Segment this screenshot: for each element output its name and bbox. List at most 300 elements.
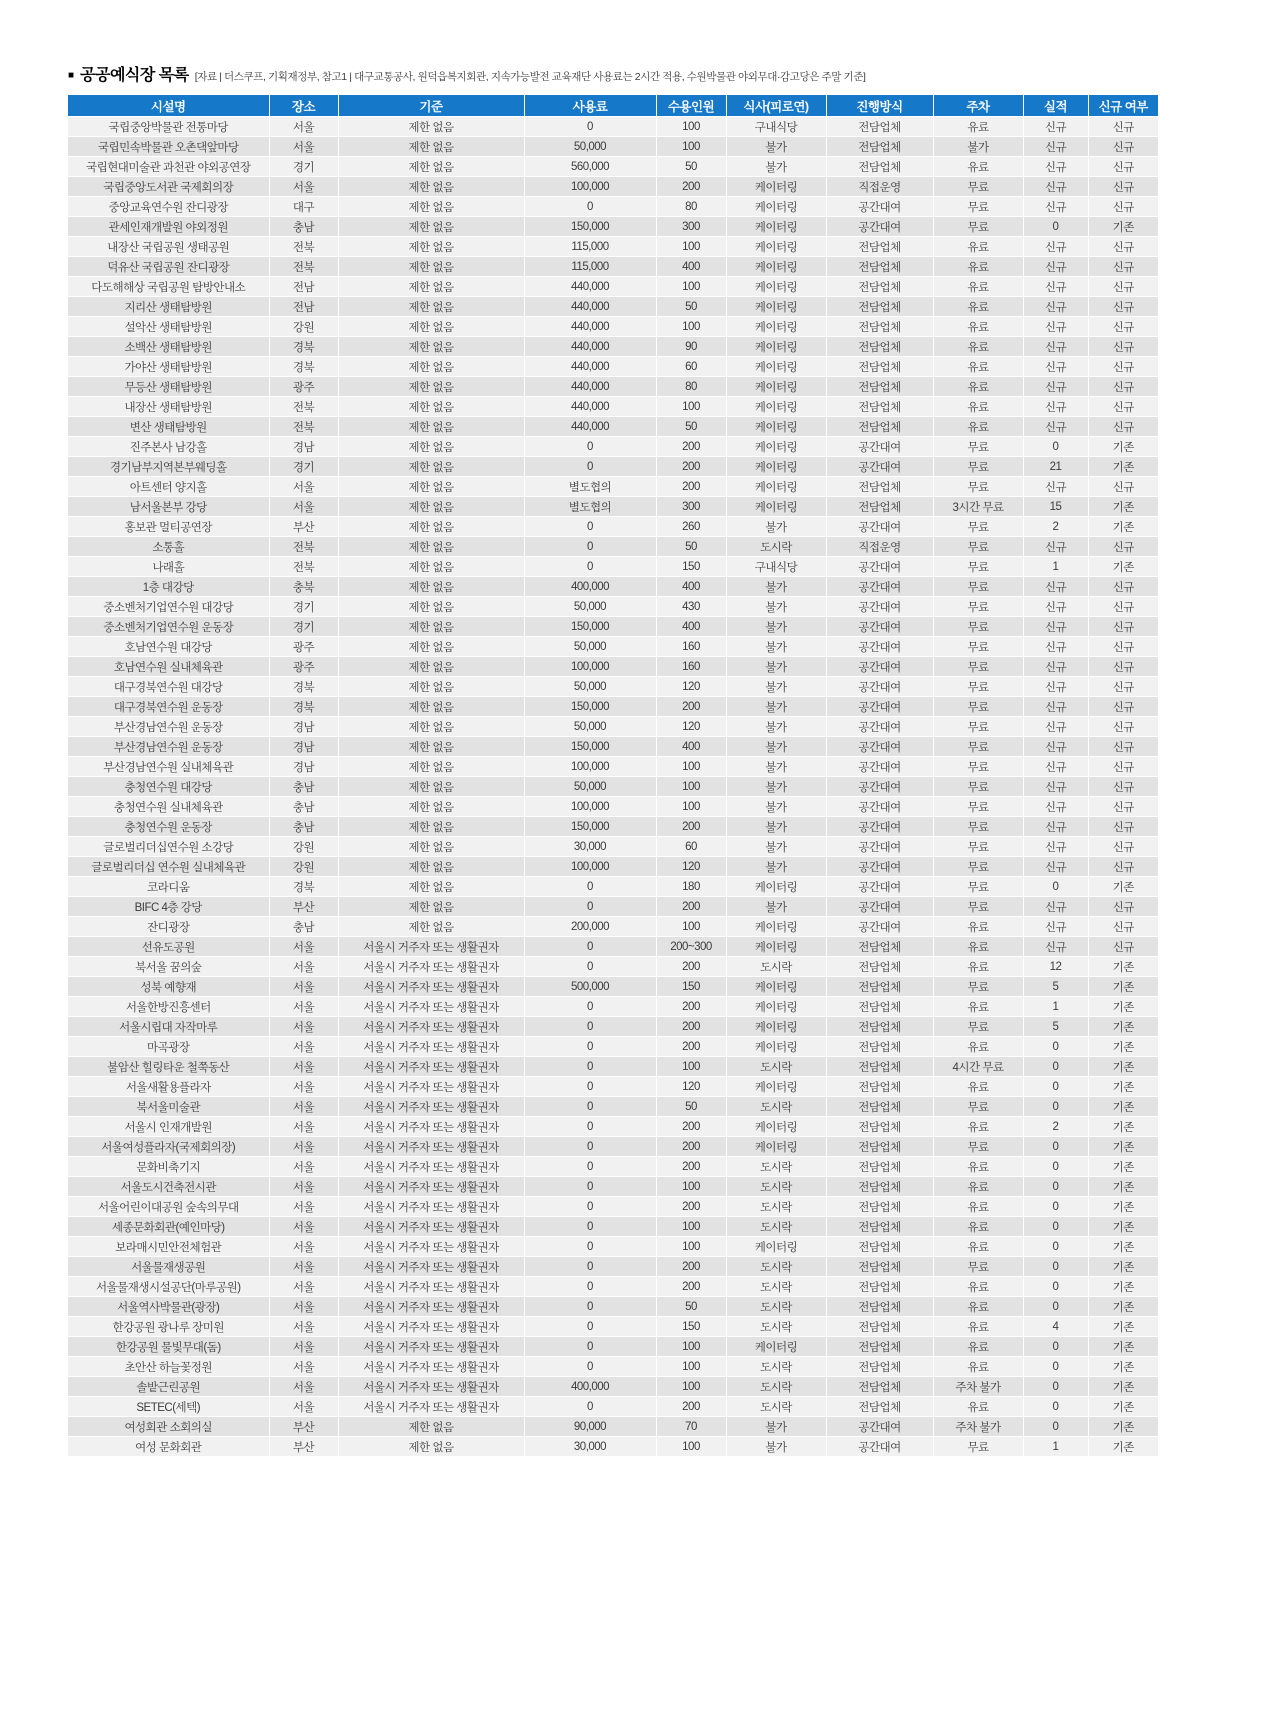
table-cell: 전담업체 [826,1157,933,1177]
table-row [68,797,1158,817]
table-cell: 케이터링 [726,997,826,1017]
table-cell: 서울시 거주자 또는 생활권자 [338,977,524,997]
table-cell: 0 [524,957,656,977]
table-cell: 공간대여 [826,1417,933,1437]
table-cell: 부산경남연수원 운동장 [68,717,269,737]
table-cell: 무료 [933,217,1023,237]
table-cell: 신규 [1023,277,1088,297]
table-row [68,1137,1158,1157]
table-cell: 북서울 꿈의숲 [68,957,269,977]
table-cell: 신규 [1023,377,1088,397]
table-cell: 200 [656,1117,726,1137]
table-cell: 지리산 생태탐방원 [68,297,269,317]
table-cell: 경북 [269,677,338,697]
table-cell: 0 [524,1397,656,1417]
table-cell: 전담업체 [826,1277,933,1297]
table-cell: 150 [656,1317,726,1337]
table-cell: 제한 없음 [338,177,524,197]
table-cell: 180 [656,877,726,897]
table-cell: 150,000 [524,817,656,837]
table-cell: 케이터링 [726,257,826,277]
table-cell: 0 [524,1277,656,1297]
table-cell: 50 [656,537,726,557]
table-cell: 440,000 [524,277,656,297]
table-cell: 전담업체 [826,477,933,497]
table-cell: 신규 [1088,537,1158,557]
table-cell: 신규 [1023,777,1088,797]
table-cell: 공간대여 [826,197,933,217]
table-cell: 신규 [1088,777,1158,797]
table-cell: 제한 없음 [338,617,524,637]
table-cell: 신규 [1023,737,1088,757]
table-row [68,137,1158,157]
table-cell: 유료 [933,397,1023,417]
table-cell: 여성 문화회관 [68,1437,269,1457]
table-cell: 유료 [933,1357,1023,1377]
table-cell: 200 [656,1137,726,1157]
table-cell: 도시락 [726,1357,826,1377]
table-cell: 신규 [1023,537,1088,557]
table-cell: 전담업체 [826,117,933,137]
table-cell: 제한 없음 [338,477,524,497]
table-cell: 전담업체 [826,1377,933,1397]
table-cell: 서울 [269,957,338,977]
table-cell: 0 [1023,1177,1088,1197]
table-cell: 전북 [269,397,338,417]
table-cell: 기존 [1088,1297,1158,1317]
table-body [68,117,1158,1457]
table-cell: 유료 [933,1037,1023,1057]
table-cell: 마곡광장 [68,1037,269,1057]
table-cell: 전담업체 [826,257,933,277]
table-row [68,817,1158,837]
table-cell: 100 [656,277,726,297]
table-cell: 서울시 거주자 또는 생활권자 [338,1197,524,1217]
column-header-7: 주차 [933,95,1023,117]
table-cell: 신규 [1023,837,1088,857]
table-cell: 신규 [1088,337,1158,357]
table-cell: 0 [1023,1097,1088,1117]
table-cell: 서울 [269,1297,338,1317]
table-cell: 서울 [269,1157,338,1177]
table-cell: 전담업체 [826,157,933,177]
table-cell: 기존 [1088,1137,1158,1157]
table-cell: 기존 [1088,557,1158,577]
table-cell: 신규 [1088,857,1158,877]
table-cell: 200 [656,1277,726,1297]
table-cell: 직접운영 [826,537,933,557]
table-row [68,1317,1158,1337]
table-cell: 제한 없음 [338,777,524,797]
table-cell: 신규 [1023,797,1088,817]
table-cell: 제한 없음 [338,1417,524,1437]
table-cell: 1층 대강당 [68,577,269,597]
table-cell: 제한 없음 [338,317,524,337]
table-cell: 0 [524,1097,656,1117]
table-cell: 신규 [1023,677,1088,697]
table-cell: 전담업체 [826,937,933,957]
table-cell: 신규 [1088,717,1158,737]
table-cell: 경기 [269,457,338,477]
table-cell: 430 [656,597,726,617]
table-cell: 160 [656,637,726,657]
table-cell: 신규 [1023,337,1088,357]
table-cell: 5 [1023,977,1088,997]
table-cell: 기존 [1088,1437,1158,1457]
table-row [68,357,1158,377]
table-cell: 공간대여 [826,757,933,777]
table-cell: 100 [656,1437,726,1457]
table-cell: 전담업체 [826,377,933,397]
table-cell: 케이터링 [726,497,826,517]
table-cell: 신규 [1088,637,1158,657]
table-cell: 신규 [1023,717,1088,737]
table-cell: 200 [656,477,726,497]
table-cell: 광주 [269,637,338,657]
table-cell: 서울시 거주자 또는 생활권자 [338,1017,524,1037]
table-cell: 케이터링 [726,357,826,377]
table-cell: 21 [1023,457,1088,477]
table-cell: 전담업체 [826,1297,933,1317]
table-row [68,1217,1158,1237]
table-cell: 0 [524,1137,656,1157]
table-cell: 불가 [726,657,826,677]
table-row [68,1437,1158,1457]
table-cell: 호남연수원 대강당 [68,637,269,657]
table-cell: 서울 [269,1057,338,1077]
column-header-6: 진행방식 [826,95,933,117]
table-cell: 신규 [1088,157,1158,177]
table-cell: 서울시 거주자 또는 생활권자 [338,1337,524,1357]
table-cell: 0 [524,1237,656,1257]
table-cell: 유료 [933,1297,1023,1317]
table-cell: 구내식당 [726,117,826,137]
table-cell: 0 [524,1057,656,1077]
table-cell: 전담업체 [826,417,933,437]
table-cell: 신규 [1023,297,1088,317]
table-cell: 400,000 [524,1377,656,1397]
table-header [68,95,1158,117]
table-cell: 무료 [933,837,1023,857]
table-cell: 케이터링 [726,1077,826,1097]
table-cell: 케이터링 [726,1337,826,1357]
table-cell: 서울시 거주자 또는 생활권자 [338,1357,524,1377]
table-cell: 전담업체 [826,297,933,317]
table-cell: 90,000 [524,1417,656,1437]
table-cell: 서울 [269,1277,338,1297]
table-cell: 서울 [269,977,338,997]
table-cell: 유료 [933,1337,1023,1357]
table-cell: 70 [656,1417,726,1437]
table-cell: 제한 없음 [338,337,524,357]
table-cell: 기존 [1088,1337,1158,1357]
table-cell: 유료 [933,417,1023,437]
table-cell: 기존 [1088,1377,1158,1397]
table-cell: 전담업체 [826,1057,933,1077]
table-cell: 기존 [1088,1197,1158,1217]
table-cell: 서울 [269,1317,338,1337]
table-cell: 전담업체 [826,1037,933,1057]
table-cell: 공간대여 [826,577,933,597]
table-cell: 무료 [933,717,1023,737]
table-cell: 신규 [1088,237,1158,257]
table-cell: 유료 [933,277,1023,297]
table-row [68,1197,1158,1217]
table-row [68,517,1158,537]
table-cell: 기존 [1088,997,1158,1017]
table-cell: 신규 [1023,597,1088,617]
table-cell: 불가 [726,897,826,917]
table-cell: 불가 [726,597,826,617]
table-cell: 115,000 [524,237,656,257]
table-cell: 경기 [269,597,338,617]
table-row [68,857,1158,877]
table-cell: 0 [1023,1277,1088,1297]
table-cell: 무료 [933,437,1023,457]
table-cell: BIFC 4층 강당 [68,897,269,917]
table-cell: 기존 [1088,1177,1158,1197]
table-cell: 전담업체 [826,337,933,357]
table-cell: 나래홀 [68,557,269,577]
table-cell: 200 [656,697,726,717]
table-cell: 케이터링 [726,457,826,477]
table-cell: 국립현대미술관 과천관 야외공연장 [68,157,269,177]
table-row [68,417,1158,437]
table-cell: 제한 없음 [338,577,524,597]
table-cell: 제한 없음 [338,437,524,457]
table-cell: 전담업체 [826,397,933,417]
table-cell: 100 [656,797,726,817]
table-row [68,557,1158,577]
table-cell: 제한 없음 [338,257,524,277]
table-cell: 공간대여 [826,917,933,937]
table-cell: 충남 [269,797,338,817]
table-cell: 서울 [269,1177,338,1197]
table-cell: 유료 [933,237,1023,257]
table-cell: 신규 [1088,677,1158,697]
table-cell: 홍보관 멀티공연장 [68,517,269,537]
table-cell: 전담업체 [826,1317,933,1337]
table-row [68,437,1158,457]
table-cell: 서울 [269,1257,338,1277]
table-cell: 전담업체 [826,357,933,377]
table-cell: 대구 [269,197,338,217]
table-cell: 케이터링 [726,377,826,397]
table-cell: 신규 [1023,357,1088,377]
table-cell: 유료 [933,937,1023,957]
table-cell: 공간대여 [826,737,933,757]
table-cell: 잔디광장 [68,917,269,937]
table-cell: 0 [1023,1217,1088,1237]
table-cell: 신규 [1023,817,1088,837]
table-cell: 서울 [269,117,338,137]
table-cell: 신규 [1023,617,1088,637]
table-cell: 200 [656,957,726,977]
table-cell: 제한 없음 [338,637,524,657]
table-cell: 0 [1023,1057,1088,1077]
table-cell: 신규 [1088,797,1158,817]
table-cell: 50,000 [524,597,656,617]
table-cell: 전담업체 [826,1117,933,1137]
public-wedding-venues-table [68,95,1158,1457]
table-cell: 100 [656,1177,726,1197]
table-cell: 0 [524,877,656,897]
table-cell: 서울 [269,1217,338,1237]
table-cell: 0 [524,1337,656,1357]
table-cell: 신규 [1023,697,1088,717]
table-cell: 충청연수원 실내체육관 [68,797,269,817]
column-header-5: 식사(피로연) [726,95,826,117]
table-cell: 유료 [933,1277,1023,1297]
table-cell: 신규 [1023,477,1088,497]
table-cell: 전담업체 [826,1217,933,1237]
table-cell: 불가 [726,577,826,597]
table-cell: 200~300 [656,937,726,957]
table-cell: 충청연수원 운동장 [68,817,269,837]
table-cell: 무료 [933,477,1023,497]
table-cell: 전담업체 [826,1237,933,1257]
table-cell: 제한 없음 [338,357,524,377]
table-cell: 신규 [1088,177,1158,197]
table-cell: 내장산 생태탐방원 [68,397,269,417]
table-cell: 충청연수원 대강당 [68,777,269,797]
table-cell: 440,000 [524,357,656,377]
table-cell: 제한 없음 [338,277,524,297]
table-cell: 불암산 힐링타운 철쭉동산 [68,1057,269,1077]
table-cell: 대구경북연수원 대강당 [68,677,269,697]
table-cell: 케이터링 [726,1037,826,1057]
table-cell: 제한 없음 [338,757,524,777]
table-cell: 신규 [1023,197,1088,217]
table-cell: 전북 [269,257,338,277]
table-cell: 서울 [269,1197,338,1217]
table-cell: 80 [656,197,726,217]
table-cell: 기존 [1088,497,1158,517]
table-cell: 0 [1023,1197,1088,1217]
table-cell: 0 [1023,1157,1088,1177]
table-cell: 0 [524,197,656,217]
table-cell: 신규 [1088,317,1158,337]
table-cell: 불가 [726,677,826,697]
table-cell: 케이터링 [726,1017,826,1037]
table-cell: 서울도시건축전시관 [68,1177,269,1197]
table-cell: 케이터링 [726,217,826,237]
table-cell: 50,000 [524,717,656,737]
table-cell: 300 [656,497,726,517]
table-row [68,977,1158,997]
table-cell: 서울 [269,177,338,197]
table-cell: 도시락 [726,1097,826,1117]
table-cell: 서울한방진흥센터 [68,997,269,1017]
table-cell: 제한 없음 [338,217,524,237]
table-cell: 1 [1023,1437,1088,1457]
table-cell: 무료 [933,977,1023,997]
table-cell: 0 [1023,1257,1088,1277]
table-row [68,1097,1158,1117]
table-cell: 공간대여 [826,897,933,917]
table-row [68,1397,1158,1417]
table-cell: 1 [1023,997,1088,1017]
table-cell: 무료 [933,757,1023,777]
table-cell: 400 [656,737,726,757]
table-cell: 경남 [269,737,338,757]
square-bullet-icon: ■ [68,70,75,81]
table-cell: 남서울본부 강당 [68,497,269,517]
table-cell: 유료 [933,1197,1023,1217]
table-row [68,1297,1158,1317]
table-row [68,897,1158,917]
table-cell: 기존 [1088,1357,1158,1377]
table-cell: 신규 [1088,117,1158,137]
table-cell: 신규 [1023,317,1088,337]
table-cell: 전담업체 [826,497,933,517]
table-cell: 글로벌리더십 연수원 실내체육관 [68,857,269,877]
table-cell: 전담업체 [826,1137,933,1157]
table-cell: 0 [524,1257,656,1277]
table-cell: 도시락 [726,537,826,557]
table-cell: 0 [1023,1237,1088,1257]
table-cell: 제한 없음 [338,397,524,417]
table-cell: 서울시 거주자 또는 생활권자 [338,1377,524,1397]
table-cell: 100 [656,1337,726,1357]
table-cell: 제한 없음 [338,537,524,557]
table-cell: 불가 [726,137,826,157]
table-cell: 제한 없음 [338,557,524,577]
table-cell: 케이터링 [726,337,826,357]
table-cell: 신규 [1023,157,1088,177]
table-cell: 100,000 [524,857,656,877]
table-cell: 신규 [1088,397,1158,417]
table-cell: 서울시 거주자 또는 생활권자 [338,1397,524,1417]
table-cell: 제한 없음 [338,457,524,477]
table-row [68,277,1158,297]
table-cell: 기존 [1088,1277,1158,1297]
table-cell: 서울 [269,1237,338,1257]
table-cell: 유료 [933,117,1023,137]
table-cell: 560,000 [524,157,656,177]
table-cell: 별도협의 [524,477,656,497]
table-cell: 한강공원 광나루 장미원 [68,1317,269,1337]
table-cell: 서울 [269,1137,338,1157]
table-cell: 공간대여 [826,817,933,837]
table-cell: 440,000 [524,337,656,357]
table-cell: 4 [1023,1317,1088,1337]
table-cell: 부산 [269,1417,338,1437]
table-cell: 공간대여 [826,857,933,877]
table-cell: 50 [656,297,726,317]
table-cell: 호남연수원 실내체육관 [68,657,269,677]
table-cell: 솔밭근린공원 [68,1377,269,1397]
table-cell: 전북 [269,557,338,577]
table-cell: 경기 [269,157,338,177]
table-row [68,717,1158,737]
table-cell: 도시락 [726,1217,826,1237]
table-cell: 서울시 거주자 또는 생활권자 [338,1077,524,1097]
table-cell: 중소벤처기업연수원 운동장 [68,617,269,637]
table-cell: 무료 [933,777,1023,797]
table-cell: 200 [656,817,726,837]
table-cell: 구내식당 [726,557,826,577]
table-cell: 기존 [1088,457,1158,477]
table-cell: 5 [1023,1017,1088,1037]
table-cell: 제한 없음 [338,197,524,217]
table-cell: 전남 [269,297,338,317]
table-row [68,1017,1158,1037]
table-cell: 100 [656,237,726,257]
table-cell: 서울 [269,1017,338,1037]
table-cell: 제한 없음 [338,897,524,917]
table-cell: 150,000 [524,617,656,637]
